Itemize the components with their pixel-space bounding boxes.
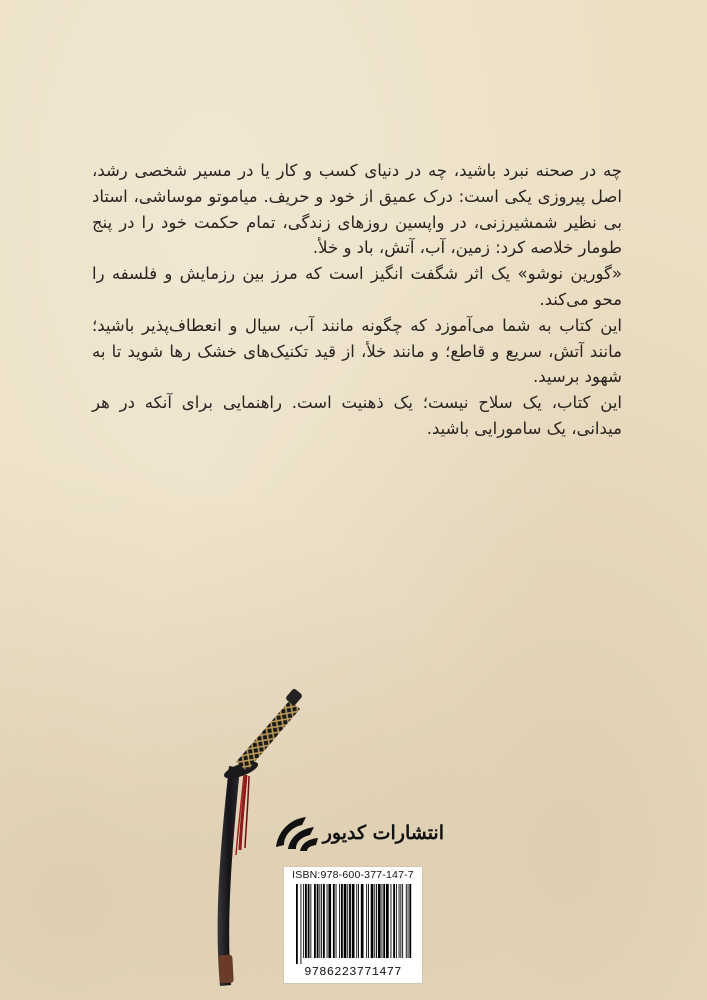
barcode-bar bbox=[327, 884, 328, 958]
barcode-bar bbox=[376, 884, 377, 958]
publisher-logo bbox=[272, 808, 444, 858]
barcode-bar bbox=[382, 884, 383, 958]
barcode-bar bbox=[301, 884, 302, 964]
barcode-bar bbox=[347, 884, 348, 958]
barcode-bar bbox=[378, 884, 381, 958]
barcode-bar bbox=[303, 884, 304, 958]
barcode-bar bbox=[341, 884, 343, 958]
barcode-bar bbox=[352, 884, 355, 958]
barcode-bar bbox=[314, 884, 316, 958]
barcode-bar bbox=[310, 884, 311, 958]
barcode-bar bbox=[383, 884, 385, 958]
barcode-bar bbox=[336, 884, 337, 958]
barcode-bar bbox=[308, 884, 310, 958]
barcode-bar bbox=[339, 884, 340, 958]
barcode-bar bbox=[358, 884, 359, 958]
barcode-bar bbox=[349, 884, 351, 958]
blurb-paragraph-2: «گورین نوشو» یک اثر شگفت انگیز است که مرز بین رزمایش و فلسفه را محو می‌کند. bbox=[92, 264, 622, 309]
barcode-bar bbox=[317, 884, 319, 958]
barcode-bar bbox=[400, 884, 401, 958]
barcode-bar bbox=[321, 884, 322, 958]
isbn-barcode bbox=[283, 866, 423, 984]
barcode-bar bbox=[361, 884, 364, 958]
publisher-emblem-icon bbox=[272, 811, 320, 855]
barcode-bar bbox=[391, 884, 392, 958]
sword-handle bbox=[236, 700, 300, 771]
barcode-bar bbox=[305, 884, 307, 958]
barcode-bar bbox=[323, 884, 325, 958]
isbn-label: ISBN:978-600-377-147-7 bbox=[292, 869, 414, 881]
barcode-bar bbox=[344, 884, 347, 958]
barcode-bar bbox=[319, 884, 320, 958]
publisher-name: انتشارات کدیور bbox=[322, 822, 444, 844]
back-cover-blurb bbox=[92, 158, 622, 442]
barcode-bar bbox=[393, 884, 395, 958]
barcode-bar bbox=[328, 884, 331, 958]
barcode-bar bbox=[402, 884, 403, 958]
barcode-bar bbox=[409, 884, 411, 958]
barcode-bar bbox=[368, 884, 369, 958]
barcode-bar bbox=[356, 884, 357, 958]
blurb-paragraph-3: این کتاب به شما می‌آموزد که چگونه مانند آب، سیال و انعطاف‌پذیر باشید؛ مانند آتش، سریع و قاطع؛ و مانند خلأ، از قید تکنیک‌های خشک رها شوید تا به شهود برسید. bbox=[92, 315, 622, 387]
barcode-bar bbox=[371, 884, 374, 958]
barcode-bar bbox=[399, 884, 400, 958]
barcode-bar bbox=[406, 884, 407, 958]
barcode-bar bbox=[333, 884, 335, 958]
barcode-bar bbox=[396, 884, 397, 958]
barcode-bar bbox=[408, 884, 409, 958]
blurb-paragraph-1: چه در صحنه نبرد باشید، چه در دنیای کسب و کار یا در مسیر شخصی رشد، اصل پیروزی یکی است: درک عمیق از خود و حریف. میاموتو موساشی، استاد بی نظیر شمشیرزنی، در واپسین روزهای زندگی، تمام حکمت خود را در پنج طومار خلاصه کرد: زمین، آب، آتش، باد و خلأ. bbox=[92, 161, 622, 258]
barcode-number: 9786223771477 bbox=[304, 965, 402, 979]
blurb-paragraph-4: این کتاب، یک سلاح نیست؛ یک ذهنیت است. راهنمایی برای آنکه در هر میدانی، یک سامورایی باشید. bbox=[92, 393, 622, 438]
barcode-bar bbox=[366, 884, 367, 958]
barcode-bars bbox=[294, 884, 414, 964]
scabbard bbox=[218, 766, 240, 986]
barcode-bar bbox=[296, 884, 298, 964]
barcode-bar bbox=[374, 884, 375, 958]
barcode-bar bbox=[386, 884, 389, 958]
